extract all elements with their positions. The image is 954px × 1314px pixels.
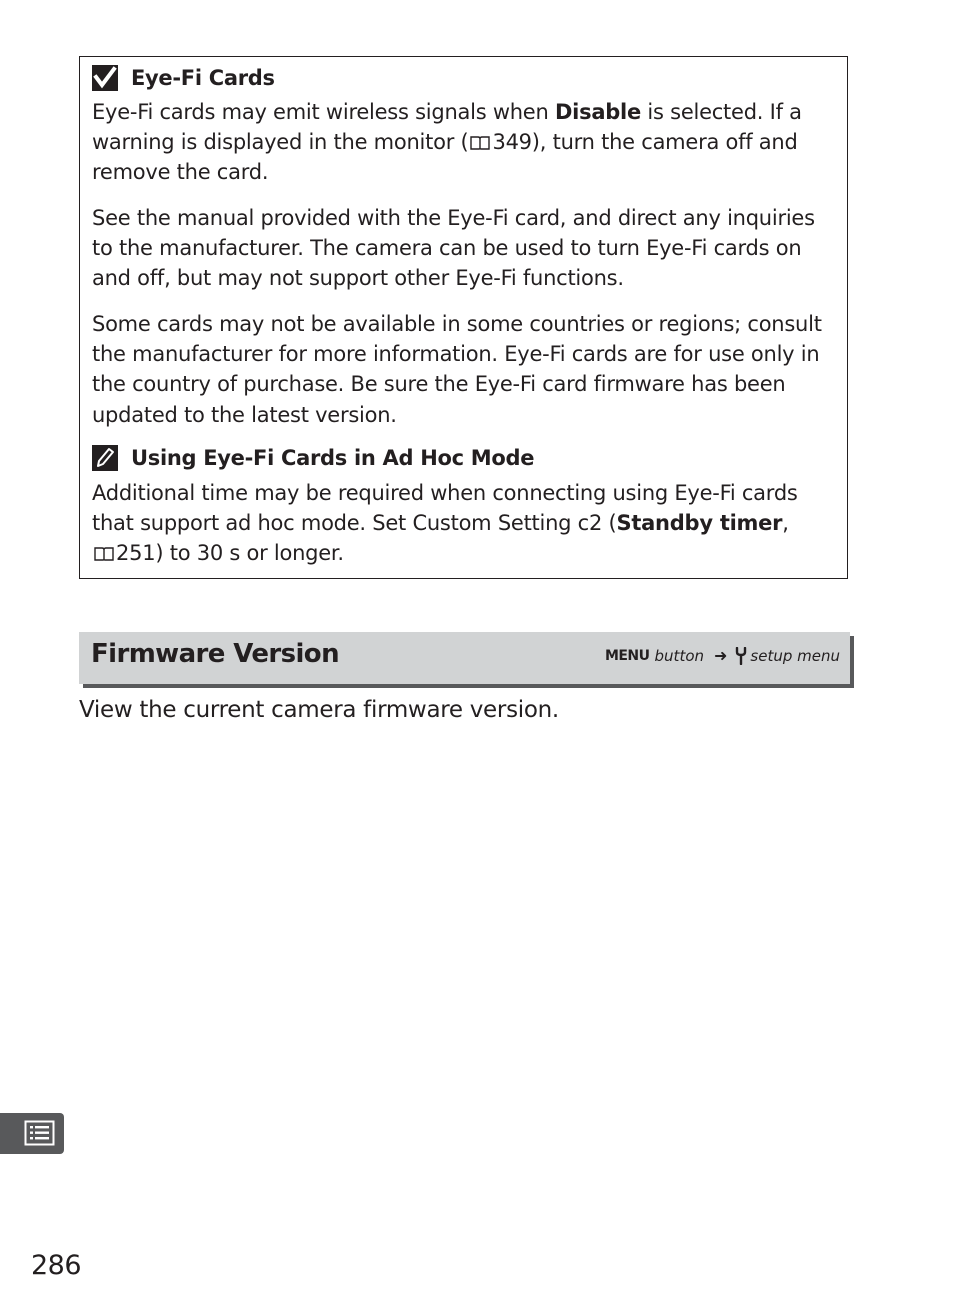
arrow-icon: ➜: [714, 646, 728, 665]
page-reference: 349: [492, 130, 532, 155]
setup-menu-label: setup menu: [750, 646, 840, 665]
pencil-icon: [92, 445, 118, 471]
book-reference-icon: [470, 136, 490, 150]
section-title: Firmware Version: [91, 639, 339, 669]
bold-term: Disable: [554, 100, 641, 124]
button-word: button: [654, 646, 705, 665]
menu-list-icon: [24, 1120, 55, 1146]
text-run: Eye-Fi cards may emit wireless signals when: [92, 100, 555, 124]
note-title: Using Eye-Fi Cards in Ad Hoc Mode: [131, 446, 535, 470]
note-paragraph-2: See the manual provided with the Eye-Fi card, and direct any inquiries to the manufacturer. The camera can be used to turn Eye-Fi cards on and off, but may not support other Eye-Fi functions.: [92, 206, 815, 291]
bold-term: Standby timer: [616, 511, 783, 536]
page-number: 286: [31, 1250, 82, 1281]
note-paragraph-1: [92, 97, 837, 188]
text-run: ) to 30 s or longer.: [155, 541, 344, 566]
caution-note-box: [79, 56, 848, 579]
note-paragraph-3: Some cards may not be available in some countries or regions; consult the manufacturer for more information. Eye-Fi cards are for use only in the country of purchase. Be sure the Eye-Fi card firmware has been updated to the latest version.: [92, 312, 822, 427]
note-paragraph-4: [92, 478, 837, 569]
text-run: is selected. If a warning is displayed in the monitor (: [92, 100, 802, 155]
section-description: View the current camera firmware version.: [79, 697, 559, 723]
book-reference-icon: [94, 547, 114, 561]
section-header-bar: [79, 632, 850, 684]
note-heading-ad-hoc-mode: [92, 445, 534, 471]
check-icon: [92, 65, 118, 91]
note-heading-eye-fi-cards: [92, 65, 275, 91]
note-title: Eye-Fi Cards: [131, 66, 275, 90]
text-run: ), turn the camera off and remove the card.: [92, 130, 798, 185]
text-run: ,: [782, 511, 789, 536]
text-run: Additional time may be required when connecting using Eye-Fi cards that support ad hoc mode. Set Custom Setting c2 (: [92, 481, 798, 536]
menu-button-label: MENU: [604, 647, 650, 664]
wrench-icon: [735, 647, 747, 665]
menu-path: [605, 646, 840, 665]
side-tab: [0, 1113, 64, 1154]
page-reference: 251: [116, 541, 156, 566]
